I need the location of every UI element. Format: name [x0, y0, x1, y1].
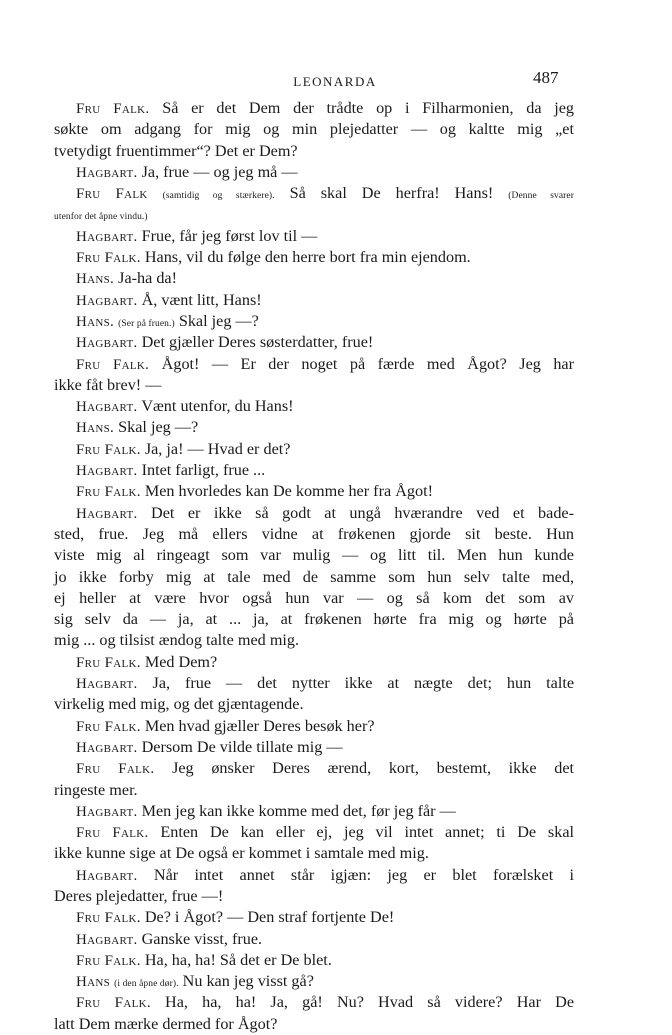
speaker-name: Hagbart.	[76, 335, 138, 352]
line-text: søkte om adgang for mig og min plejedatter — og kaltte mig „et	[54, 120, 574, 139]
text-line	[54, 588, 574, 609]
line-text: sted, frue. Jeg må ellers vidne at frøkenen gjorde sit beste. Hun	[54, 524, 574, 543]
text-line	[54, 843, 574, 864]
line-text: Med Dem?	[144, 652, 218, 671]
speaker-name: Hans.	[76, 420, 115, 437]
line-text: Frue, får jeg først lov til —	[141, 226, 318, 245]
line-text: jo ikke forby mig at tale med de samme som hun selv talte med,	[54, 567, 574, 586]
speaker-name: Hagbart.	[76, 164, 138, 181]
line-text: Ganske visst, frue.	[141, 929, 263, 948]
speaker-name: Fru Falk.	[76, 441, 141, 458]
line-text: Men jeg kan ikke komme med det, før jeg får —	[141, 801, 456, 820]
line-text: Nu kan jeg visst gå?	[182, 972, 314, 991]
speaker-name: Fru Falk.	[76, 952, 141, 969]
speaker-name: Fru Falk.	[76, 250, 141, 267]
running-title: LEONARDA	[293, 74, 377, 89]
line-text: ikke fåt brev! —	[54, 375, 162, 394]
text-line	[54, 652, 574, 673]
speaker-name: Fru Falk	[76, 186, 148, 203]
text-line	[54, 758, 574, 779]
text-line	[54, 417, 574, 438]
text-line	[54, 503, 574, 524]
line-text: Ja, frue — det nytter ikke at nægte det; hun talte	[152, 674, 575, 693]
line-text: Det gjæller Deres søsterdatter, frue!	[141, 333, 374, 352]
text-line	[54, 162, 574, 183]
text-line	[54, 950, 574, 971]
speaker-name: Hagbart.	[76, 292, 138, 309]
line-text: virkelig med mig, og det gjæntagende.	[54, 695, 304, 714]
text-line	[54, 396, 574, 417]
speaker-name: Hagbart.	[76, 399, 138, 416]
line-text: Ja, ja! — Hvad er det?	[144, 439, 291, 458]
line-text: Så skal De herfra! Hans!	[289, 184, 494, 203]
line-text: Deres plejedatter, frue —!	[54, 886, 224, 905]
line-text: Skal jeg —?	[118, 418, 199, 437]
text-line	[54, 481, 574, 502]
text-line	[54, 780, 574, 801]
text-line	[54, 183, 574, 204]
speaker-name: Fru Falk.	[76, 484, 141, 501]
line-text: ringeste mer.	[54, 780, 138, 799]
speaker-name: Fru Falk.	[76, 761, 155, 778]
text-line	[54, 226, 574, 247]
speaker-name: Hagbart.	[76, 867, 138, 884]
line-text: sig selv da — ja, at ... ja, at frøkenen hørte fra mig og hørte på	[54, 610, 574, 629]
speaker-name: Hagbart.	[76, 676, 138, 693]
speaker-name: Fru Falk.	[76, 356, 150, 373]
line-text: Enten De kan eller ej, jeg vil intet annet; ti De skal	[160, 823, 574, 842]
text-line	[54, 865, 574, 886]
text-line	[54, 290, 574, 311]
play-text	[54, 98, 574, 1035]
text-line	[54, 886, 574, 907]
text-line	[54, 992, 574, 1013]
text-line	[54, 929, 574, 950]
speaker-name: Fru Falk.	[76, 825, 149, 842]
line-text: Vænt utenfor, du Hans!	[141, 397, 294, 416]
line-text: Intet farligt, frue ...	[141, 461, 266, 480]
text-line	[54, 545, 574, 566]
speaker-name: Fru Falk.	[76, 101, 150, 117]
text-line	[54, 971, 574, 992]
text-line	[54, 268, 574, 289]
speaker-name: Hans.	[76, 271, 115, 288]
text-line	[54, 247, 574, 268]
line-text: Ågot! — Er der noget på færde med Ågot? Jeg har	[161, 354, 574, 373]
speaker-name: Hagbart.	[76, 931, 138, 948]
page-number: 487	[533, 68, 559, 87]
line-text: latt Dem mærke dermed for Ågot?	[54, 1014, 278, 1033]
text-line	[54, 822, 574, 843]
line-text: ikke kunne sige at De også er kommet i samtale med mig.	[54, 844, 429, 863]
line-text: Ha, ha, ha! Ja, gå! Nu? Hvad så videre? Har De	[165, 993, 574, 1012]
text-line	[54, 98, 574, 119]
line-text: Hans, vil du følge den herre bort fra min ejendom.	[144, 248, 471, 267]
speaker-name: Hagbart.	[76, 803, 138, 820]
text-line	[54, 119, 574, 140]
stage-direction: (Ser på fruen.)	[118, 318, 175, 329]
line-text: Når intet annet står igjæn: jeg er blet forælsket i	[153, 865, 575, 884]
text-line	[54, 1014, 574, 1035]
text-line	[54, 716, 574, 737]
stage-direction: (Denne svarer	[508, 191, 575, 202]
text-line	[54, 694, 574, 715]
text-line	[54, 204, 574, 225]
text-line	[54, 332, 574, 353]
text-line	[54, 141, 574, 162]
line-text: De? i Ågot? — Den straf fortjente De!	[144, 908, 395, 927]
speaker-name: Hagbart.	[76, 463, 138, 480]
speaker-name: Fru Falk.	[76, 718, 141, 735]
line-text: Det er ikke så godt at ungå hværandre ved et bade-	[151, 503, 574, 522]
text-line	[54, 673, 574, 694]
text-line	[54, 609, 574, 630]
text-line	[54, 311, 574, 332]
line-text: tvetydigt fruentimmer“? Det er Dem?	[54, 141, 298, 160]
speaker-name: Hans.	[76, 313, 115, 330]
speaker-name: Hagbart.	[76, 739, 138, 756]
line-text: mig ... og tilsist ændog talte med mig.	[54, 631, 300, 650]
text-line	[54, 737, 574, 758]
speaker-name: Hagbart.	[76, 228, 138, 245]
line-text: Så er det Dem der trådte op i Filharmonien, da jeg	[162, 99, 575, 117]
line-text: Men hvad gjæller Deres besøk her?	[144, 716, 375, 735]
speaker-name: Hans	[76, 974, 111, 991]
speaker-name: Fru Falk.	[76, 654, 141, 671]
text-line	[54, 801, 574, 822]
line-text: Ja-ha da!	[118, 269, 178, 288]
text-line	[54, 630, 574, 651]
text-line	[54, 524, 574, 545]
line-text: Men hvorledes kan De komme her fra Ågot!	[144, 482, 433, 501]
line-text: Jeg ønsker Deres ærend, kort, bestemt, ikke det	[172, 759, 574, 778]
line-text: viste mig al ringeagt som var mulig — og litt til. Men hun kunde	[54, 546, 574, 565]
line-text: Ja, frue — og jeg må —	[141, 162, 298, 181]
stage-direction: (samtidig og stærkere).	[162, 191, 275, 202]
line-text: Å, vænt litt, Hans!	[141, 290, 262, 309]
speaker-name: Fru Falk.	[76, 995, 151, 1012]
text-line	[54, 567, 574, 588]
speaker-name: Hagbart.	[76, 505, 138, 522]
line-text: Skal jeg —?	[178, 311, 259, 330]
speaker-name: Fru Falk.	[76, 910, 141, 927]
stage-direction: (i den åpne dør).	[114, 979, 179, 990]
text-line	[54, 907, 574, 928]
text-line	[54, 354, 574, 375]
text-line	[54, 439, 574, 460]
text-line	[54, 460, 574, 481]
line-text: Dersom De vilde tillate mig —	[141, 737, 343, 756]
stage-direction: utenfor det åpne vindu.)	[54, 212, 148, 223]
line-text: ej heller at være hvor også hun var — og så kom det som av	[54, 588, 574, 607]
line-text: Ha, ha, ha! Så det er De blet.	[144, 950, 332, 969]
text-line	[54, 375, 574, 396]
